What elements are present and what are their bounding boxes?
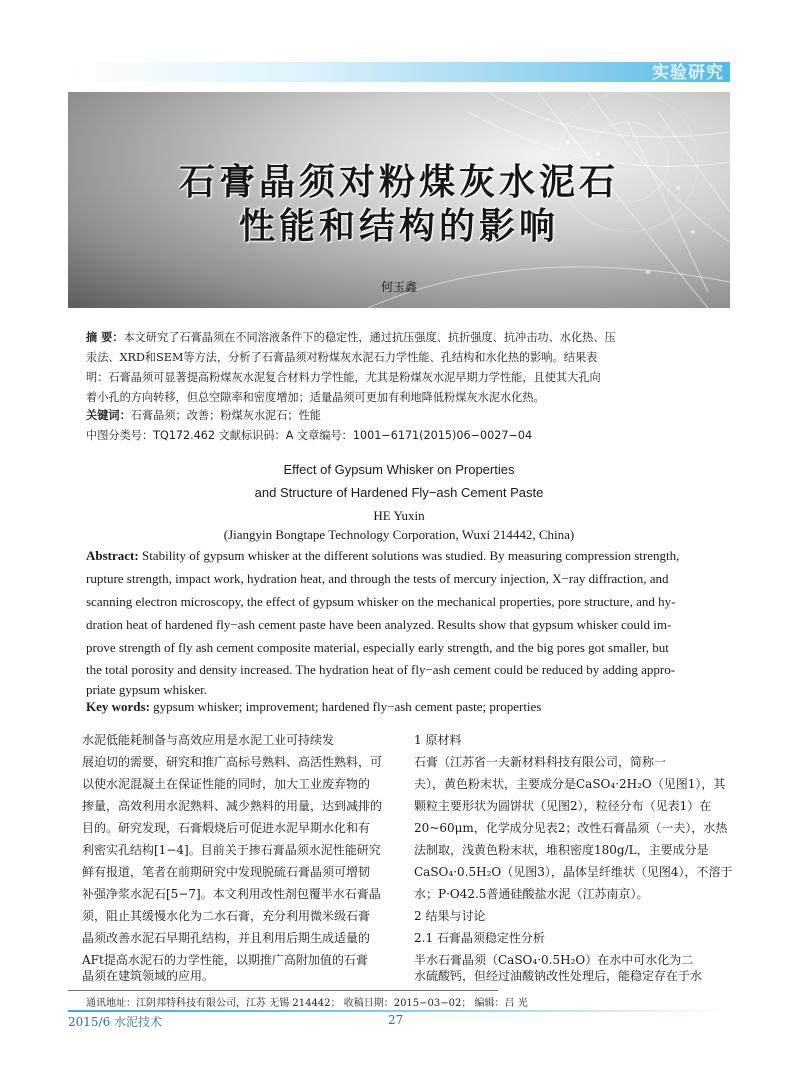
classification-line: 中图分类号：TQ172.462 文献标识码：A 文章编号：1001−6171(2015)06−0027−04 bbox=[86, 429, 533, 442]
body-left-line: 展迫切的需要，研究和推广高标号熟料、高活性熟料，可 bbox=[82, 755, 383, 769]
section-heading-materials: 1 原材料 bbox=[414, 733, 462, 747]
section-heading-results: 2 结果与讨论 bbox=[414, 909, 486, 923]
article-title-cn-line-1: 石膏晶须对粉煤灰水泥石 bbox=[178, 162, 619, 203]
body-left-line: 晶须在建筑领域的应用。 bbox=[82, 969, 215, 983]
body-right-line: 法制取，浅黄色粉末状，堆积密度180g/L，主要成分是 bbox=[414, 843, 709, 857]
journal-info: 2015/6 水泥技术 bbox=[68, 1015, 163, 1029]
keywords-cn-text: 石膏晶须；改善；粉煤灰水泥石；性能 bbox=[130, 409, 321, 422]
body-right-line: 水；P·O42.5普通硅酸盐水泥（江苏南京）。 bbox=[414, 887, 649, 901]
abstract-en-line-5: prove strength of fly ash cement composite material, especially early strength, and the big pores got smaller, but bbox=[86, 640, 669, 655]
body-right-line: 石膏（江苏省一夫新材料科技有限公司，简称一 bbox=[414, 755, 667, 769]
abstract-en-line-6: the total porosity and density increased. The hydration heat of fly−ash cement could be reduced by adding appro- bbox=[86, 662, 676, 677]
body-left-line: 晶须改善水泥石早期孔结构，并且利用后期生成适量的 bbox=[82, 931, 371, 945]
abstract-en-line-2: rupture strength, impact work, hydration heat, and through the tests of mercury injection, X−ray diffraction, and bbox=[86, 571, 669, 586]
abstract-en-label: Abstract: bbox=[86, 548, 139, 563]
keywords-en bbox=[86, 697, 714, 717]
article-title-en-line-2: and Structure of Hardened Fly−ash Cement Paste bbox=[254, 485, 544, 500]
abstract-cn-line-1 bbox=[86, 328, 714, 348]
abstract-en-line-7: priate gypsum whisker. bbox=[86, 682, 207, 697]
body-left-line: 利密实孔结构[1−4]。目前关于掺石膏晶须水泥性能研究 bbox=[82, 843, 381, 857]
page-number: 27 bbox=[388, 1013, 404, 1027]
abstract-en-text: Stability of gypsum whisker at the different solutions was studied. By measuring compression strength, bbox=[138, 548, 680, 563]
author-cn: 何玉鑫 bbox=[380, 280, 417, 294]
keywords-cn-label: 关键词： bbox=[86, 409, 131, 422]
keywords-cn bbox=[86, 406, 714, 426]
body-left-line: 水泥低能耗制备与高效应用是水泥工业可持续发 bbox=[82, 733, 335, 747]
body-right-line: 夫），黄色粉末状，主要成分是CaSO₄·2H₂O（见图1），其 bbox=[414, 777, 726, 791]
footnote-rule bbox=[68, 990, 498, 991]
keywords-en-label: Key words: bbox=[86, 699, 150, 714]
body-right-line: 水硫酸钙，但经过油酸钠改性处理后，能稳定存在于水 bbox=[414, 969, 703, 983]
abstract-en-line-4: dration heat of hardened fly−ash cement paste have been analyzed. Results show that gypsum whisker could im- bbox=[86, 617, 672, 632]
abstract-cn-line-2: 汞法、XRD和SEM等方法，分析了石膏晶须对粉煤灰水泥石力学性能、孔结构和水化热的影响。结果表 bbox=[86, 351, 598, 364]
body-left-line: AFt提高水泥石的力学性能，以期推广高附加值的石膏 bbox=[82, 953, 368, 967]
body-right-line: 半水石膏晶须（CaSO₄·0.5H₂O）在水中可水化为二 bbox=[414, 953, 694, 967]
article-title-en-line-1: Effect of Gypsum Whisker on Properties bbox=[283, 462, 515, 477]
body-right-line: CaSO₄·0.5H₂O（见图3），晶体呈纤维状（见图4），不溶于 bbox=[414, 865, 733, 879]
affiliation-en: (Jiangyin Bongtape Technology Corporation, Wuxi 214442, China) bbox=[223, 527, 575, 542]
header-gradient-strip bbox=[68, 62, 730, 82]
abstract-cn-text: 本文研究了石膏晶须在不同溶液条件下的稳定性，通过抗压强度、抗折强度、抗冲击功、水化热、压 bbox=[123, 331, 616, 344]
body-left-line: 须，阻止其缓慢水化为二水石膏，充分利用微米级石膏 bbox=[82, 909, 371, 923]
body-left-line: 掺量，高效利用水泥熟料、减少熟料的用量，达到减排的 bbox=[82, 799, 383, 813]
body-left-line: 目的。研究发现，石膏煅烧后可促进水泥早期水化和有 bbox=[82, 821, 371, 835]
abstract-cn-label: 摘 要： bbox=[86, 331, 124, 344]
article-title-cn-line-2: 性能和结构的影响 bbox=[238, 206, 559, 247]
body-left-line: 鲜有报道，笔者在前期研究中发现脱硫石膏晶须可增韧 bbox=[82, 865, 371, 879]
body-left-line: 以使水泥混凝土在保证性能的同时，加大工业废弃物的 bbox=[82, 777, 371, 791]
body-right-line: 颗粒主要形状为圆饼状（见图2），粒径分布（见表1）在 bbox=[414, 799, 712, 813]
footer-rule bbox=[68, 1010, 730, 1012]
abstract-cn-line-4: 着小孔的方向转移，但总空隙率和密度增加；适量晶须可更加有利地降低粉煤灰水泥水化热。 bbox=[86, 391, 545, 404]
abstract-en-line-3: scanning electron microscopy, the effect of gypsum whisker on the mechanical properties, pore structure, and hy- bbox=[86, 594, 676, 609]
title-banner bbox=[68, 92, 730, 308]
body-left-line: 补强净浆水泥石[5−7]。本文利用改性剂包覆半水石膏晶 bbox=[82, 887, 381, 901]
section-tag: 实验研究 bbox=[652, 63, 724, 83]
abstract-cn-line-3: 明：石膏晶须可显著提高粉煤灰水泥复合材料力学性能，尤其是粉煤灰水泥早期力学性能，且使其大孔向 bbox=[86, 371, 601, 384]
subsection-heading-stability: 2.1 石膏晶须稳定性分析 bbox=[414, 931, 545, 945]
footnote-address: 通讯地址：江阴邦特科技有限公司，江苏 无锡 214442； 收稿日期：2015−03−02； 编辑：吕 光 bbox=[86, 998, 528, 1009]
abstract-en-line-1 bbox=[86, 546, 714, 566]
body-right-line: 20~60μm，化学成分见表2；改性石膏晶须（一夫），水热 bbox=[414, 821, 728, 835]
keywords-en-text: gypsum whisker; improvement; hardened fly−ash cement paste; properties bbox=[149, 699, 542, 714]
author-en: HE Yuxin bbox=[373, 508, 425, 523]
